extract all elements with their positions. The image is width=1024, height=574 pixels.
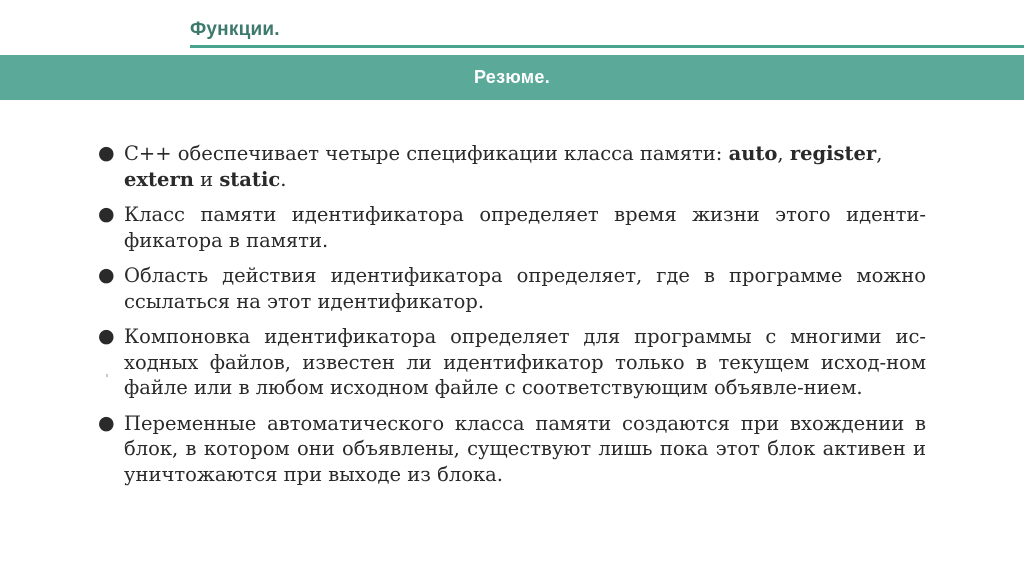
bullet-text: Переменные автоматического класса памяти создаются при вхождении в блок, в котором они объявлены, существуют лишь пока этот блок активен и уничтожаются при выходе из блока.: [124, 411, 926, 486]
bullet-item-scope: [98, 263, 926, 314]
bullet-icon: ●: [98, 325, 115, 347]
bullet-item-storage-duration: [98, 202, 926, 253]
bullet-text: Область действия идентификатора определяет, где в программе можно ссылаться на этот идентификатор.: [124, 264, 926, 313]
banner-title: Резюме.: [473, 67, 551, 87]
summary-bullet-list: [98, 141, 938, 487]
summary-content: [98, 141, 938, 497]
keyword-extern: extern: [124, 167, 194, 191]
keyword-static: static: [219, 167, 281, 191]
summary-banner: [0, 55, 1024, 100]
bullet-text: Компоновка идентификатора определяет для программы с многими ис-ходных файлов, известен ли идентификатор только в текущем исход-ном файле или в любом исходном файле с соответствующим объявле-нием.: [124, 325, 926, 399]
section-title: Функции.: [190, 19, 280, 40]
bullet-icon: ●: [98, 142, 115, 164]
bullet-icon: ●: [98, 264, 115, 286]
bullet-text: С++ обеспечивает четыре спецификации класса памяти:: [124, 142, 729, 165]
bullet-text: Класс памяти идентификатора определяет время жизни этого иденти-фикатора в памяти.: [124, 203, 926, 252]
bullet-item-storage-classes: [98, 141, 926, 192]
separator: ,: [876, 142, 883, 165]
bullet-icon: ●: [98, 411, 115, 434]
title-divider: [190, 45, 1024, 48]
bullet-text-end: .: [280, 167, 287, 191]
bullet-item-linkage: [98, 324, 926, 401]
separator: ,: [777, 142, 790, 165]
keyword-auto: auto: [728, 142, 778, 165]
keyword-register: register: [789, 142, 877, 165]
separator: и: [193, 167, 220, 191]
bullet-icon: ●: [98, 203, 115, 225]
bullet-item-automatic-variables: [98, 411, 926, 488]
scan-artifact: [106, 374, 108, 377]
